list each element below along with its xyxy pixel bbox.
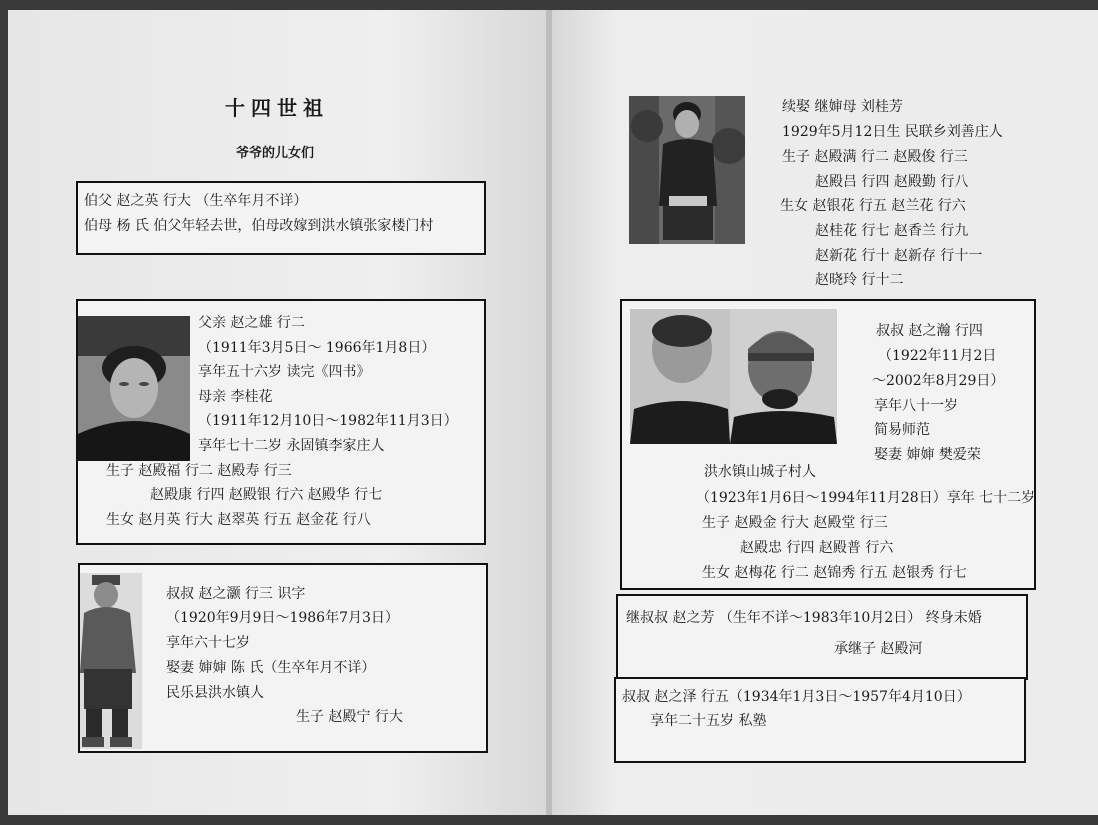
entry-box-father: [76, 299, 486, 545]
page-title: 十四世祖: [225, 96, 329, 120]
entry-line: 伯父 赵之英 行大 （生卒年月不详）: [84, 193, 308, 209]
page-subtitle: 爷爷的儿女们: [236, 146, 315, 161]
portrait-photo-uncle-third: [80, 573, 142, 749]
entry-line: 简易师范: [874, 422, 930, 438]
portrait-photo-couple: [630, 309, 837, 444]
entry-line: 生子 赵殿满 行二 赵殿俊 行三: [782, 149, 968, 165]
entry-line: （1911年12月10日～1982年11月3日）: [198, 413, 458, 429]
entry-line: 继叔叔 赵之芳 （生年不详～1983年10月2日） 终身未婚: [626, 610, 982, 626]
entry-box-uncle-third: [78, 563, 488, 753]
entry-line: 娶妻 婶婶 樊爱荣: [874, 447, 981, 463]
entry-line: 赵殿康 行四 赵殿银 行六 赵殿华 行七: [150, 487, 383, 503]
entry-box-step-uncle: [616, 594, 1028, 680]
entry-line: 生子 赵殿福 行二 赵殿寿 行三: [106, 463, 292, 479]
portrait-photo-step-aunt: [629, 96, 745, 244]
entry-line: （1920年9月9日～1986年7月3日）: [166, 610, 399, 626]
entry-line: 民乐县洪水镇人: [166, 685, 264, 701]
entry-line: 生女 赵月英 行大 赵翠英 行五 赵金花 行八: [106, 512, 371, 528]
entry-line: 享年六十七岁: [166, 635, 250, 651]
portrait-photo-mother: [78, 316, 190, 461]
entry-line: 叔叔 赵之灏 行三 识字: [166, 586, 306, 602]
entry-line: 享年二十五岁 私塾: [650, 713, 767, 729]
entry-line: 享年五十六岁 读完《四书》: [198, 364, 371, 380]
entry-line: 叔叔 赵之泽 行五（1934年1月3日～1957年4月10日）: [622, 689, 971, 705]
entry-line: 父亲 赵之雄 行二: [198, 315, 305, 331]
entry-line: 生子 赵殿金 行大 赵殿堂 行三: [702, 515, 888, 531]
entry-line: （1911年3月5日～ 1966年1月8日）: [198, 340, 436, 356]
entry-line: 赵殿吕 行四 赵殿勤 行八: [815, 174, 969, 190]
entry-line: 赵殿忠 行四 赵殿普 行六: [740, 540, 894, 556]
entry-line: 赵晓玲 行十二: [815, 272, 904, 288]
entry-line: 伯母 杨 氏 伯父年轻去世，伯母改嫁到洪水镇张家楼门村: [84, 218, 434, 234]
entry-line: 娶妻 婶婶 陈 氏（生卒年月不详）: [166, 660, 376, 676]
entry-line: 叔叔 赵之瀚 行四: [876, 323, 983, 339]
entry-line: 1929年5月12日生 民联乡刘善庄人: [782, 124, 1003, 140]
entry-line: 续娶 继婶母 刘桂芳: [782, 99, 903, 115]
entry-line: ～2002年8月29日）: [872, 373, 1005, 389]
entry-line: 生女 赵银花 行五 赵兰花 行六: [780, 198, 966, 214]
entry-line: 母亲 李桂花: [198, 389, 273, 405]
entry-box-uncle-eldest: [76, 181, 486, 255]
entry-line: 赵桂花 行七 赵香兰 行九: [815, 223, 969, 239]
entry-line: （1923年1月6日～1994年11月28日）享年 七十二岁: [696, 490, 1036, 506]
entry-line: 享年七十二岁 永固镇李家庄人: [198, 438, 385, 454]
entry-line: 享年八十一岁: [874, 398, 958, 414]
entry-line: 赵新花 行十 赵新存 行十一: [815, 248, 983, 264]
entry-line: 洪水镇山城子村人: [704, 464, 816, 480]
entry-box-uncle-fourth: [620, 299, 1036, 590]
entry-line: 生子 赵殿宁 行大: [296, 709, 403, 725]
entry-box-uncle-fifth: [614, 677, 1026, 763]
entry-line: （1922年11月2日: [878, 348, 997, 364]
entry-line: 生女 赵梅花 行二 赵锦秀 行五 赵银秀 行七: [702, 565, 967, 581]
entry-line: 承继子 赵殿河: [834, 641, 923, 657]
book-gutter: [546, 10, 552, 815]
